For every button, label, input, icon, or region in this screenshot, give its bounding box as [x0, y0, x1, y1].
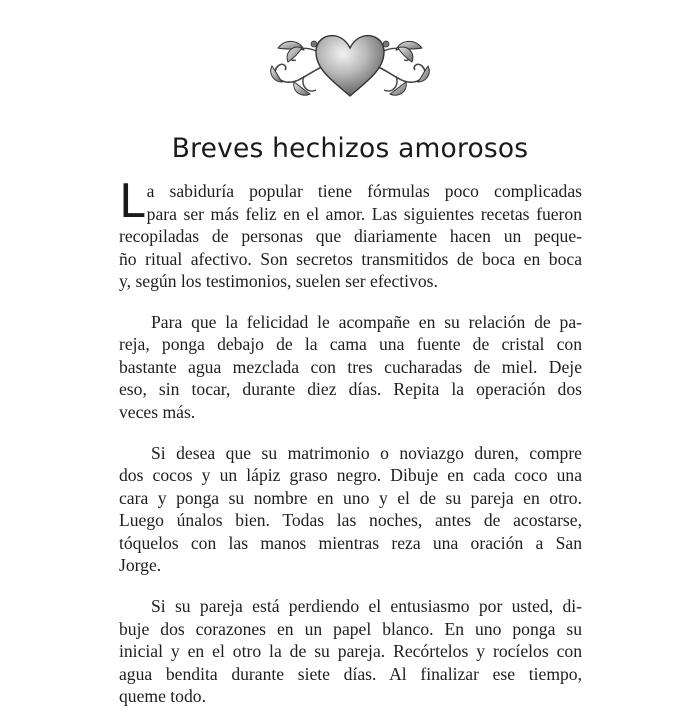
text-line: eso, sin tocar, durante diez días. Repita la operación dos [119, 379, 582, 400]
paragraph [119, 442, 582, 577]
text-line: bastante agua mezclada con tres cucharadas de miel. Deje [119, 356, 582, 377]
text-line: para ser más feliz en el amor. Las siguientes recetas fueron [146, 203, 582, 224]
text-line: reja, ponga debajo de la cama una fuente de cristal con [119, 334, 582, 355]
text-line: dos cocos y un lápiz graso negro. Dibuje en cada coco una [119, 465, 582, 486]
text-line: queme todo. [119, 686, 206, 707]
drop-cap: L [119, 174, 145, 228]
text-line: Si desea que su matrimonio o noviazgo duren, compre [151, 442, 582, 463]
text-line: ño ritual afectivo. Son secretos transmitidos de boca en boca [119, 248, 582, 269]
page-title: Breves hechizos amorosos [171, 133, 529, 164]
body-text [119, 174, 582, 726]
text-line: inicial y en el otro la de su pareja. Recórtelos y rocíelos con [119, 641, 582, 662]
text-line: buje dos corazones en un papel blanco. En uno ponga su [119, 618, 582, 639]
text-line: cara y ponga su nombre en uno y el de su pareja en otro. [119, 487, 582, 508]
text-line: a sabiduría popular tiene fórmulas poco complicadas [146, 181, 582, 201]
text-line: Para que la felicidad le acompañe en su relación de pa- [151, 311, 582, 332]
heart-ornament-icon [264, 26, 436, 102]
text-line: y, según los testimonios, suelen ser efectivos. [119, 271, 438, 291]
paragraph [119, 311, 582, 424]
text-line: Jorge. [119, 555, 162, 576]
text-line: tóquelos con las manos mientras reza una oración a San [119, 532, 582, 553]
text-line: recopiladas de personas que diariamente hacen un peque- [119, 226, 582, 246]
paragraph [119, 174, 582, 293]
paragraph [119, 595, 582, 708]
text-line: Si su pareja está perdiendo el entusiasmo por usted, di- [151, 596, 582, 617]
text-line: agua bendita durante siete días. Al finalizar ese tiempo, [119, 663, 582, 684]
text-line: veces más. [119, 401, 196, 422]
text-line: Luego únalos bien. Todas las noches, antes de acostarse, [119, 510, 582, 531]
